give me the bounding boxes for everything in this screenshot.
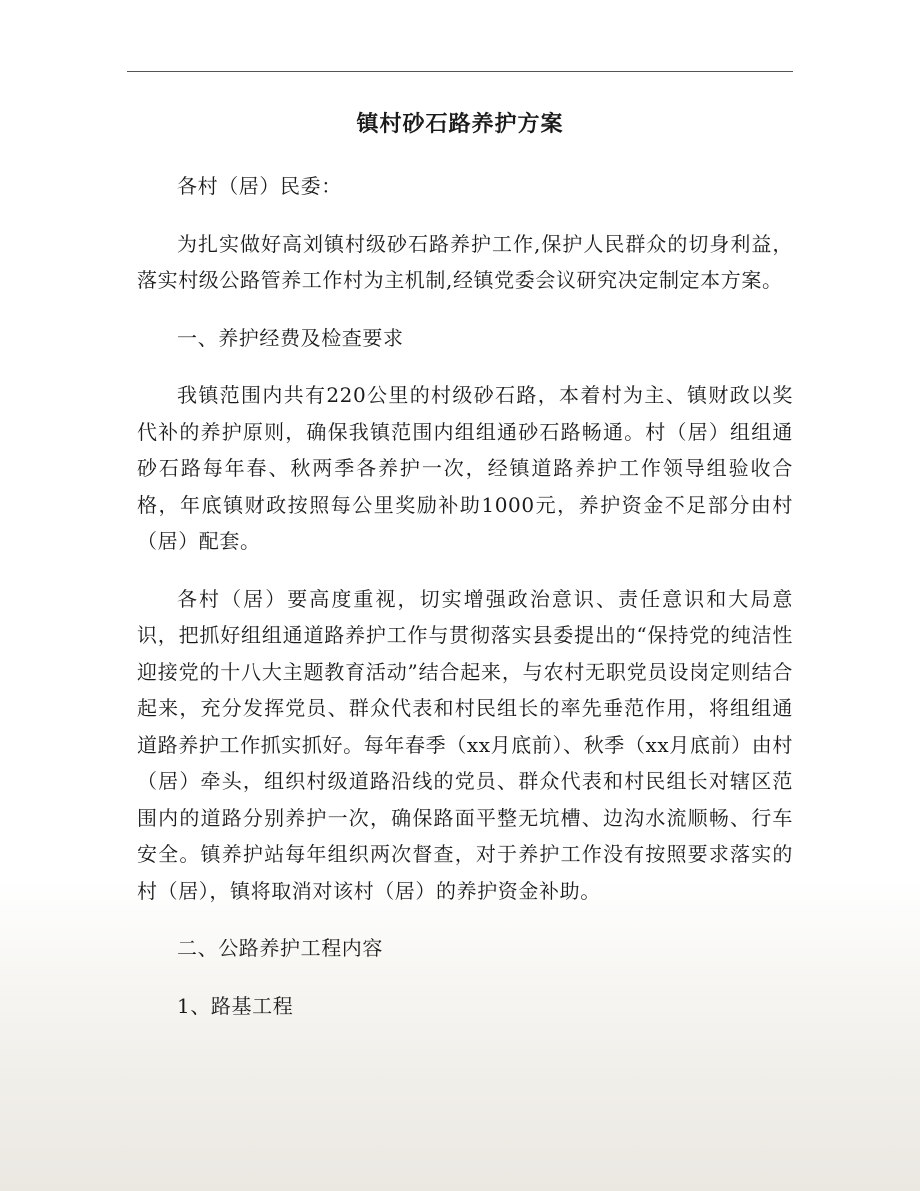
salutation: 各村（居）民委： [177,174,342,198]
subsection-heading-1: 1、路基工程 [177,993,294,1018]
section-heading-1: 一、养护经费及检查要求 [177,325,404,350]
paragraph-intro: 为扎实做好高刘镇村级砂石路养护工作,保护人民群众的切身利益，落实村级公路管养工作村为主机制,经镇党委会议研究决定制定本方案。 [137,231,793,292]
document-body [137,168,793,1024]
header-rule [127,71,793,72]
paragraph-funding: 我镇范围内共有220公里的村级砂石路，本着村为主、镇财政以奖代补的养护原则，确保我镇范围内组组通砂石路畅通。村（居）组组通砂石路每年春、秋两季各养护一次，经镇道路养护工作领导组验收合格，年底镇财政按照每公里奖励补助1000元，养护资金不足部分由村（居）配套。 [137,383,793,553]
paragraph-requirements: 各村（居）要高度重视，切实增强政治意识、责任意识和大局意识，把抓好组组通道路养护工作与贯彻落实县委提出的“保持党的纯洁性迎接党的十八大主题教育活动”结合起来，与农村无职党员设岗定则结合起来，充分发挥党员、群众代表和村民组长的率先垂范作用，将组组通道路养护工作抓实抓好。每年春季（xx月底前）、秋季（xx月底前）由村（居）牵头，组织村级道路沿线的党员、群众代表和村民组长对辖区范围内的道路分别养护一次，确保路面平整无坑槽、边沟水流顺畅、行车安全。镇养护站每年组织两次督查，对于养护工作没有按照要求落实的村（居），镇将取消对该村（居）的养护资金补助。 [137,586,793,903]
section-heading-2: 二、公路养护工程内容 [177,936,383,960]
document-title: 镇村砂石路养护方案 [356,111,564,137]
